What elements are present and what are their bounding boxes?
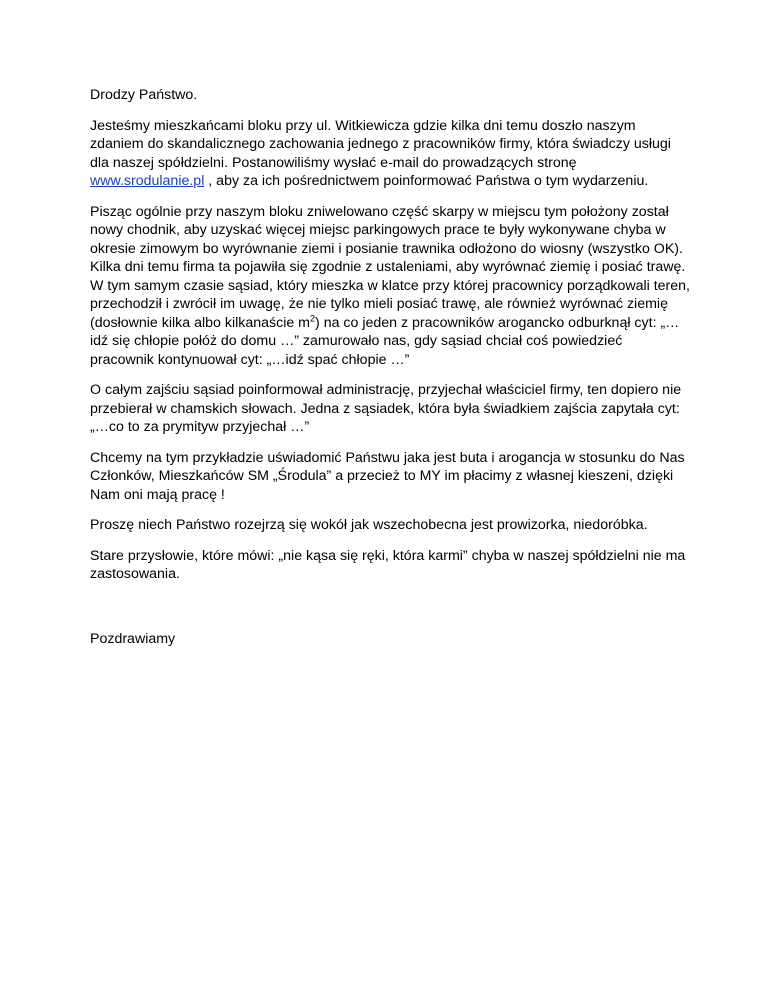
paragraph-1-text-end: , aby za ich pośrednictwem poinformować Państwa o tym wydarzeniu.: [204, 173, 649, 189]
superscript-2: 2: [310, 312, 316, 323]
paragraph-1: [90, 117, 690, 191]
paragraph-6: Stare przysłowie, które mówi: „nie kąsa się ręki, która karmi” chyba w naszej spółdzielni nie ma zastosowania.: [90, 547, 686, 582]
paragraph-2: [90, 203, 690, 370]
paragraph-3: O całym zajściu sąsiad poinformował administrację, przyjechał właściciel firmy, ten dopiero nie przebierał w chamskich słowach. Jedna z sąsiadek, która była świadkiem zajścia zapytała cyt: „…co to za prymityw przyjechał …”: [90, 382, 682, 435]
website-link[interactable]: www.srodulanie.pl: [90, 173, 205, 189]
paragraph-4: Chcemy na tym przykładzie uświadomić Państwu jaka jest buta i arogancja w stosunku do Nas Członków, Mieszkańców SM „Środula” a przecież to MY im płacimy z własnej kieszeni, dzięki Nam oni mają pracę !: [90, 449, 685, 503]
paragraph-5: Proszę niech Państwo rozejrzą się wokół jak wszechobecna jest prowizorka, niedoróbka.: [90, 517, 648, 533]
letter-body: [90, 86, 690, 660]
paragraph-2-text-end: ) na co jeden z pracowników arogancko odburknął cyt: „… idź się chłopie połóż do domu …” zamurowało nas, gdy sąsiad chciał coś powiedzieć pracownik kontynuował cyt: „…idź spać chłopie …”: [90, 314, 680, 368]
paragraph-2-text-start: Pisząc ogólnie przy naszym bloku zniwelowano część skarpy w miejscu tym położony został nowy chodnik, aby uzyskać więcej miejsc parkingowych prace te były wykonywane chyba w okresie zimowym bo wyrównanie ziemi i posianie trawnika odłożono do wiosny (wszystko OK). Kilka dni temu firma ta pojawiła się zgodnie z ustaleniami, aby wyrównać ziemię i posiać trawę. W tym samym czasie sąsiad, który mieszka w klatce przy której pracownicy porządkowali teren, przechodził i zwrócił im uwagę, że nie tylko mieli posiać trawę, ale również wyrównać ziemię (dosłownie kilka albo kilkanaście m: [90, 203, 690, 331]
paragraph-1-text-start: Jesteśmy mieszkańcami bloku przy ul. Witkiewicza gdzie kilka dni temu doszło naszym zdaniem do skandalicznego zachowania jednego z pracowników firmy, która świadczy usługi dla naszej spółdzielni. Postanowiliśmy wysłać e-mail do prowadzących stronę: [90, 117, 671, 171]
closing: Pozdrawiamy: [90, 630, 176, 647]
greeting: Drodzy Państwo.: [90, 87, 198, 103]
